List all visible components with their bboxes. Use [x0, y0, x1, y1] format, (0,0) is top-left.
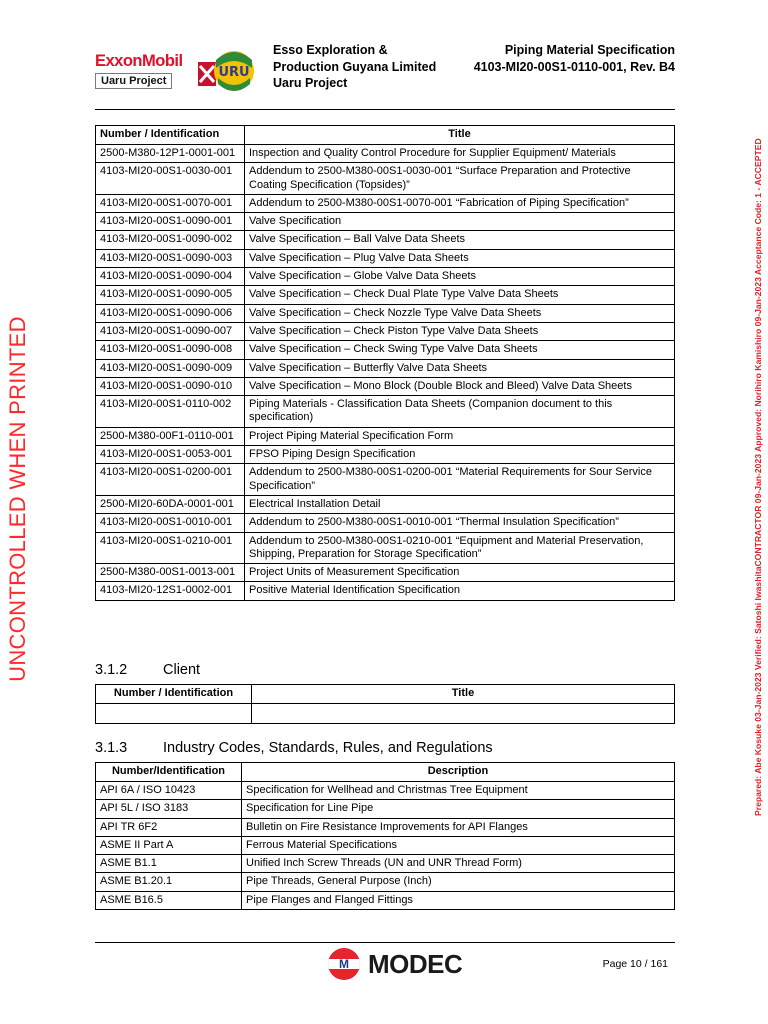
- title-cell: Ferrous Material Specifications: [242, 836, 675, 854]
- identification-cell: 4103-MI20-00S1-0210-001: [96, 532, 245, 564]
- table-cell: [96, 704, 252, 724]
- modec-wordmark: MODEC: [368, 949, 463, 979]
- column-header: Number / Identification: [96, 126, 245, 145]
- identification-cell: ASME B1.1: [96, 855, 242, 873]
- table-row: [96, 249, 675, 267]
- identification-cell: 4103-MI20-00S1-0110-002: [96, 396, 245, 428]
- identification-cell: 4103-MI20-00S1-0090-010: [96, 377, 245, 395]
- section-number: 3.1.3: [95, 740, 128, 756]
- document-title: Piping Material Specification: [504, 43, 675, 57]
- title-cell: Unified Inch Screw Threads (UN and UNR Thread Form): [242, 855, 675, 873]
- exxonmobil-logo: [95, 52, 187, 89]
- company-name: [273, 42, 448, 92]
- identification-cell: 4103-MI20-00S1-0070-001: [96, 194, 245, 212]
- table-row: [96, 322, 675, 340]
- modec-logo: [328, 948, 498, 980]
- company-line: Esso Exploration &: [273, 43, 388, 57]
- title-cell: Addendum to 2500-M380-00S1-0010-001 “Thermal Insulation Specification”: [245, 514, 675, 532]
- title-cell: Valve Specification – Check Dual Plate Type Valve Data Sheets: [245, 286, 675, 304]
- identification-cell: 4103-MI20-00S1-0090-004: [96, 268, 245, 286]
- title-cell: Addendum to 2500-M380-00S1-0030-001 “Surface Preparation and Protective Coating Specification (Topsides)”: [245, 163, 675, 195]
- table-row: [96, 194, 675, 212]
- title-cell: Valve Specification – Ball Valve Data Sheets: [245, 231, 675, 249]
- table-row: [96, 446, 675, 464]
- client-documents-table: [95, 684, 675, 724]
- table-row: [96, 855, 675, 873]
- table-row: [96, 427, 675, 445]
- identification-cell: 4103-MI20-00S1-0090-005: [96, 286, 245, 304]
- identification-cell: 4103-MI20-00S1-0090-008: [96, 341, 245, 359]
- uaru-project-label: Uaru Project: [95, 73, 172, 89]
- identification-cell: API TR 6F2: [96, 818, 242, 836]
- table-header-row: [96, 685, 675, 704]
- title-cell: Valve Specification – Check Piston Type Valve Data Sheets: [245, 322, 675, 340]
- table-row: [96, 836, 675, 854]
- identification-cell: 2500-M380-00F1-0110-001: [96, 427, 245, 445]
- title-cell: Valve Specification – Butterfly Valve Data Sheets: [245, 359, 675, 377]
- uncontrolled-watermark: UNCONTROLLED WHEN PRINTED: [5, 316, 30, 682]
- identification-cell: 2500-MI20-60DA-0001-001: [96, 495, 245, 513]
- approval-stamp: Prepared: Abe Kosuke 03-Jan-2023 Verified: Satoshi IwashitaCONTRACTOR 09-Jan-2023 Approved: Norihiro Kamishiro 09-Jan-2023 Acceptance Code: 1 - ACCEPTED: [753, 138, 763, 816]
- identification-cell: 4103-MI20-00S1-0090-007: [96, 322, 245, 340]
- table-row: [96, 231, 675, 249]
- title-cell: Valve Specification: [245, 213, 675, 231]
- table-row: [96, 359, 675, 377]
- footer-divider: [95, 942, 675, 943]
- title-cell: Specification for Wellhead and Christmas Tree Equipment: [242, 782, 675, 800]
- identification-cell: 4103-MI20-00S1-0090-001: [96, 213, 245, 231]
- title-cell: FPSO Piping Design Specification: [245, 446, 675, 464]
- document-spec: [474, 42, 675, 75]
- company-line: Production Guyana Limited: [273, 59, 437, 74]
- page-header: [95, 34, 675, 104]
- title-cell: Piping Materials - Classification Data Sheets (Companion document to this specification): [245, 396, 675, 428]
- table-row: [96, 145, 675, 163]
- identification-cell: ASME B1.20.1: [96, 873, 242, 891]
- table-row: [96, 341, 675, 359]
- table-row: [96, 304, 675, 322]
- section-number: 3.1.2: [95, 662, 128, 678]
- section-title: Client: [163, 662, 201, 678]
- column-header: Title: [252, 685, 675, 704]
- section-title: Industry Codes, Standards, Rules, and Regulations: [163, 740, 493, 756]
- table-row: [96, 564, 675, 582]
- table-row: [96, 532, 675, 564]
- exxonmobil-wordmark: ExxonMobil: [95, 52, 183, 70]
- column-header: Number / Identification: [96, 685, 252, 704]
- column-header: Title: [245, 126, 675, 145]
- title-cell: Valve Specification – Globe Valve Data Sheets: [245, 268, 675, 286]
- identification-cell: 4103-MI20-00S1-0053-001: [96, 446, 245, 464]
- title-cell: Bulletin on Fire Resistance Improvements for API Flanges: [242, 818, 675, 836]
- table-row: [96, 782, 675, 800]
- identification-cell: ASME II Part A: [96, 836, 242, 854]
- identification-cell: 2500-M380-12P1-0001-001: [96, 145, 245, 163]
- table-row: [96, 891, 675, 909]
- table-row: [96, 377, 675, 395]
- company-line: Uaru Project: [273, 76, 348, 90]
- title-cell: Pipe Threads, General Purpose (Inch): [242, 873, 675, 891]
- title-cell: Addendum to 2500-M380-00S1-0200-001 “Material Requirements for Sour Service Specification”: [245, 464, 675, 496]
- document-number: 4103-MI20-00S1-0110-001, Rev. B4: [473, 59, 675, 74]
- reference-documents-table: [95, 125, 675, 601]
- identification-cell: API 5L / ISO 3183: [96, 800, 242, 818]
- title-cell: Electrical Installation Detail: [245, 495, 675, 513]
- identification-cell: 2500-M380-00S1-0013-001: [96, 564, 245, 582]
- table-row: [96, 873, 675, 891]
- table-row: [96, 268, 675, 286]
- table-header-row: [96, 126, 675, 145]
- table-row: [96, 495, 675, 513]
- identification-cell: 4103-MI20-00S1-0090-002: [96, 231, 245, 249]
- title-cell: Pipe Flanges and Flanged Fittings: [242, 891, 675, 909]
- identification-cell: 4103-MI20-00S1-0090-003: [96, 249, 245, 267]
- table-row: [96, 464, 675, 496]
- table-cell: [252, 704, 675, 724]
- column-header: Description: [242, 763, 675, 782]
- title-cell: Valve Specification – Plug Valve Data Sheets: [245, 249, 675, 267]
- identification-cell: 4103-MI20-12S1-0002-001: [96, 582, 245, 600]
- section-heading-industry-codes: [95, 740, 493, 756]
- title-cell: Valve Specification – Check Swing Type Valve Data Sheets: [245, 341, 675, 359]
- identification-cell: ASME B16.5: [96, 891, 242, 909]
- identification-cell: 4103-MI20-00S1-0090-009: [96, 359, 245, 377]
- page-number: Page 10 / 161: [602, 958, 668, 970]
- table-row: [96, 818, 675, 836]
- table-row: [96, 213, 675, 231]
- identification-cell: API 6A / ISO 10423: [96, 782, 242, 800]
- table-row: [96, 396, 675, 428]
- table-row: [96, 163, 675, 195]
- identification-cell: 4103-MI20-00S1-0010-001: [96, 514, 245, 532]
- identification-cell: 4103-MI20-00S1-0200-001: [96, 464, 245, 496]
- title-cell: Specification for Line Pipe: [242, 800, 675, 818]
- table-row: [96, 800, 675, 818]
- industry-codes-table: [95, 762, 675, 910]
- title-cell: Project Piping Material Specification Form: [245, 427, 675, 445]
- modec-mark-letter: M: [339, 957, 349, 971]
- title-cell: Inspection and Quality Control Procedure for Supplier Equipment/ Materials: [245, 145, 675, 163]
- column-header: Number/Identification: [96, 763, 242, 782]
- title-cell: Addendum to 2500-M380-00S1-0070-001 “Fabrication of Piping Specification”: [245, 194, 675, 212]
- table-row: [96, 704, 675, 724]
- section-heading-client: [95, 662, 200, 678]
- title-cell: Addendum to 2500-M380-00S1-0210-001 “Equipment and Material Preservation, Shipping, Preparation for Storage Specification”: [245, 532, 675, 564]
- table-header-row: [96, 763, 675, 782]
- modec-mark-icon: [328, 948, 360, 980]
- title-cell: Valve Specification – Check Nozzle Type Valve Data Sheets: [245, 304, 675, 322]
- uaru-logo: [198, 48, 264, 94]
- identification-cell: 4103-MI20-00S1-0090-006: [96, 304, 245, 322]
- title-cell: Positive Material Identification Specification: [245, 582, 675, 600]
- header-divider: [95, 109, 675, 110]
- title-cell: Valve Specification – Mono Block (Double Block and Bleed) Valve Data Sheets: [245, 377, 675, 395]
- identification-cell: 4103-MI20-00S1-0030-001: [96, 163, 245, 195]
- uaru-logo-text: URU: [218, 65, 250, 80]
- table-row: [96, 514, 675, 532]
- table-row: [96, 286, 675, 304]
- table-row: [96, 582, 675, 600]
- title-cell: Project Units of Measurement Specification: [245, 564, 675, 582]
